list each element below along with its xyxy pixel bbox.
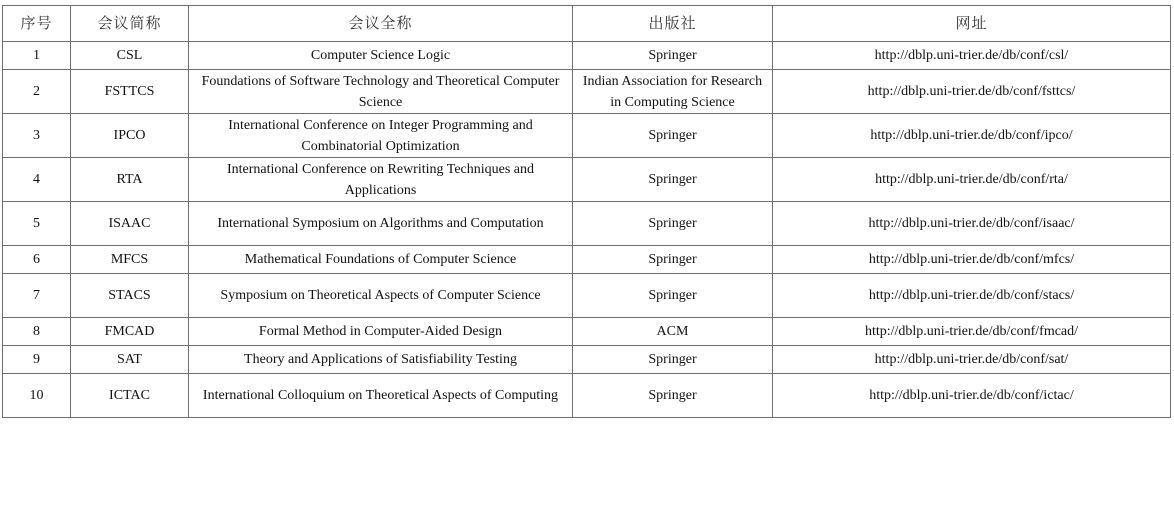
cell-abbreviation: ICTAC [71,374,189,418]
cell-url: http://dblp.uni-trier.de/db/conf/ipco/ [773,114,1171,158]
cell-index: 2 [3,70,71,114]
table-row [3,114,1171,158]
cell-publisher: Springer [573,42,773,70]
cell-abbreviation: SAT [71,346,189,374]
table-row [3,318,1171,346]
cell-full-name: Theory and Applications of Satisfiability Testing [189,346,573,374]
cell-abbreviation: IPCO [71,114,189,158]
cell-url: http://dblp.uni-trier.de/db/conf/fmcad/ [773,318,1171,346]
cell-url: http://dblp.uni-trier.de/db/conf/ictac/ [773,374,1171,418]
cell-index: 7 [3,274,71,318]
cell-publisher: Springer [573,202,773,246]
cell-url: http://dblp.uni-trier.de/db/conf/fsttcs/ [773,70,1171,114]
cell-index: 1 [3,42,71,70]
cell-full-name: Computer Science Logic [189,42,573,70]
cell-full-name: International Conference on Integer Programming and Combinatorial Optimization [189,114,573,158]
header-index: 序号 [3,6,71,42]
header-full-name: 会议全称 [189,6,573,42]
cell-url: http://dblp.uni-trier.de/db/conf/isaac/ [773,202,1171,246]
cell-url: http://dblp.uni-trier.de/db/conf/mfcs/ [773,246,1171,274]
table-row [3,158,1171,202]
cell-publisher: Springer [573,346,773,374]
cell-abbreviation: RTA [71,158,189,202]
cell-publisher: ACM [573,318,773,346]
cell-index: 6 [3,246,71,274]
header-row [3,6,1171,42]
cell-abbreviation: ISAAC [71,202,189,246]
table-row [3,70,1171,114]
conference-table [2,5,1171,418]
cell-index: 3 [3,114,71,158]
cell-full-name: International Symposium on Algorithms and Computation [189,202,573,246]
cell-index: 4 [3,158,71,202]
cell-publisher: Springer [573,374,773,418]
cell-publisher: Springer [573,114,773,158]
cell-publisher: Indian Association for Research in Computing Science [573,70,773,114]
table-row [3,274,1171,318]
cell-full-name: International Colloquium on Theoretical Aspects of Computing [189,374,573,418]
cell-full-name: International Conference on Rewriting Techniques and Applications [189,158,573,202]
table-row [3,246,1171,274]
cell-url: http://dblp.uni-trier.de/db/conf/rta/ [773,158,1171,202]
header-abbreviation: 会议简称 [71,6,189,42]
cell-full-name: Symposium on Theoretical Aspects of Computer Science [189,274,573,318]
cell-publisher: Springer [573,274,773,318]
cell-publisher: Springer [573,246,773,274]
cell-index: 9 [3,346,71,374]
cell-url: http://dblp.uni-trier.de/db/conf/csl/ [773,42,1171,70]
cell-index: 10 [3,374,71,418]
cell-url: http://dblp.uni-trier.de/db/conf/sat/ [773,346,1171,374]
cell-publisher: Springer [573,158,773,202]
cell-abbreviation: FMCAD [71,318,189,346]
cell-full-name: Formal Method in Computer-Aided Design [189,318,573,346]
cell-full-name: Foundations of Software Technology and Theoretical Computer Science [189,70,573,114]
table-row [3,346,1171,374]
header-publisher: 出版社 [573,6,773,42]
cell-full-name: Mathematical Foundations of Computer Science [189,246,573,274]
cell-index: 5 [3,202,71,246]
cell-url: http://dblp.uni-trier.de/db/conf/stacs/ [773,274,1171,318]
cell-abbreviation: CSL [71,42,189,70]
header-url: 网址 [773,6,1171,42]
cell-index: 8 [3,318,71,346]
table-row [3,202,1171,246]
table-row [3,42,1171,70]
cell-abbreviation: STACS [71,274,189,318]
cell-abbreviation: FSTTCS [71,70,189,114]
table-row [3,374,1171,418]
cell-abbreviation: MFCS [71,246,189,274]
